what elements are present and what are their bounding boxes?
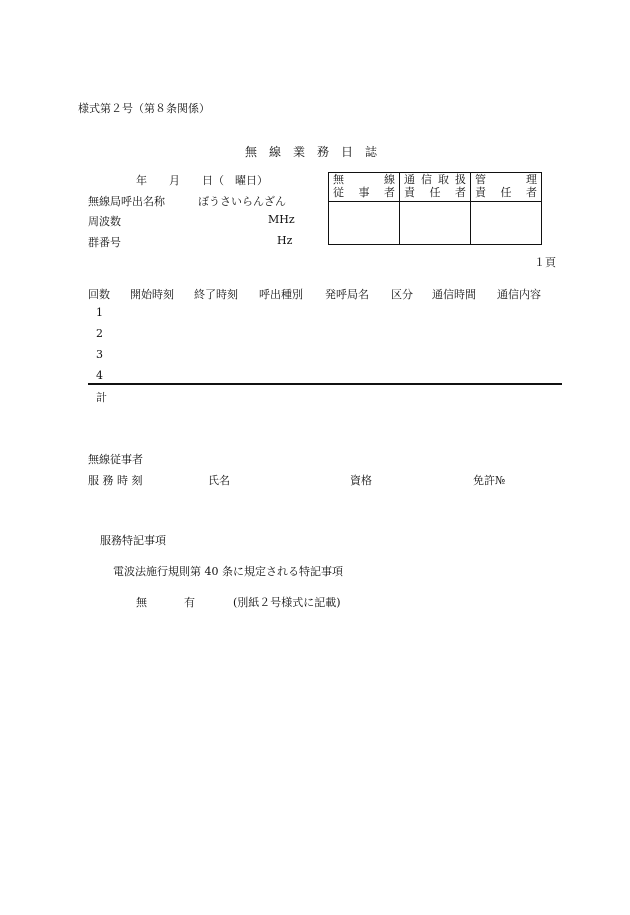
total-divider xyxy=(88,383,562,385)
operator-col-qualification: 資格 xyxy=(350,474,372,487)
remarks-heading: 服務特記事項 xyxy=(100,534,166,547)
station-label: 無線局呼出名称 xyxy=(88,195,165,208)
header-category: 区分 xyxy=(391,288,413,301)
header-calling-station: 発呼局名 xyxy=(325,288,369,301)
header-end-time: 終了時刻 xyxy=(194,288,238,301)
operator-col-name: 氏名 xyxy=(208,474,230,487)
station-name: ぼうさいらんざん xyxy=(198,195,286,208)
stamp-cell-operator[interactable] xyxy=(329,202,400,245)
remarks-attachment-note: (別紙２号様式に記載) xyxy=(233,596,341,609)
header-comm-content: 通信内容 xyxy=(497,288,541,301)
header-start-time: 開始時刻 xyxy=(130,288,174,301)
document-title: 無 線 業 務 日 誌 xyxy=(245,145,378,159)
log-row-number: 1 xyxy=(96,306,103,319)
approval-stamp-box xyxy=(328,172,542,245)
header-comm-time: 通信時間 xyxy=(432,288,476,301)
remarks-option-none: 無 xyxy=(136,596,147,609)
stamp-header-manager: 管 理 責 任 者 xyxy=(471,173,542,202)
operator-col-duty-time: 服 務 時 刻 xyxy=(88,474,143,487)
group-label: 群番号 xyxy=(88,236,121,249)
log-row-number: 3 xyxy=(96,348,103,361)
header-call-type: 呼出種別 xyxy=(259,288,303,301)
frequency-label: 周波数 xyxy=(88,215,121,228)
log-row-number: 4 xyxy=(96,369,103,382)
stamp-cell-handler[interactable] xyxy=(400,202,471,245)
header-count: 回数 xyxy=(88,288,110,301)
page-number: １頁 xyxy=(534,256,556,269)
form-number: 様式第２号（第８条関係） xyxy=(78,102,210,115)
operator-col-license-no: 免許№ xyxy=(473,474,506,487)
stamp-header-operator: 無 線 従 事 者 xyxy=(329,173,400,202)
stamp-cell-manager[interactable] xyxy=(471,202,542,245)
remarks-option-yes: 有 xyxy=(184,596,195,609)
frequency-unit: MHz xyxy=(268,213,295,226)
log-row-number: 2 xyxy=(96,327,103,340)
total-label: 計 xyxy=(96,391,107,404)
remarks-rule: 電波法施行規則第 40 条に規定される特記事項 xyxy=(113,565,343,578)
group-unit: Hz xyxy=(277,234,293,247)
operator-heading: 無線従事者 xyxy=(88,453,143,466)
stamp-header-handler: 通 信 取 扱 責 任 者 xyxy=(400,173,471,202)
date-line: 年 月 日（ 曜日） xyxy=(136,174,268,187)
